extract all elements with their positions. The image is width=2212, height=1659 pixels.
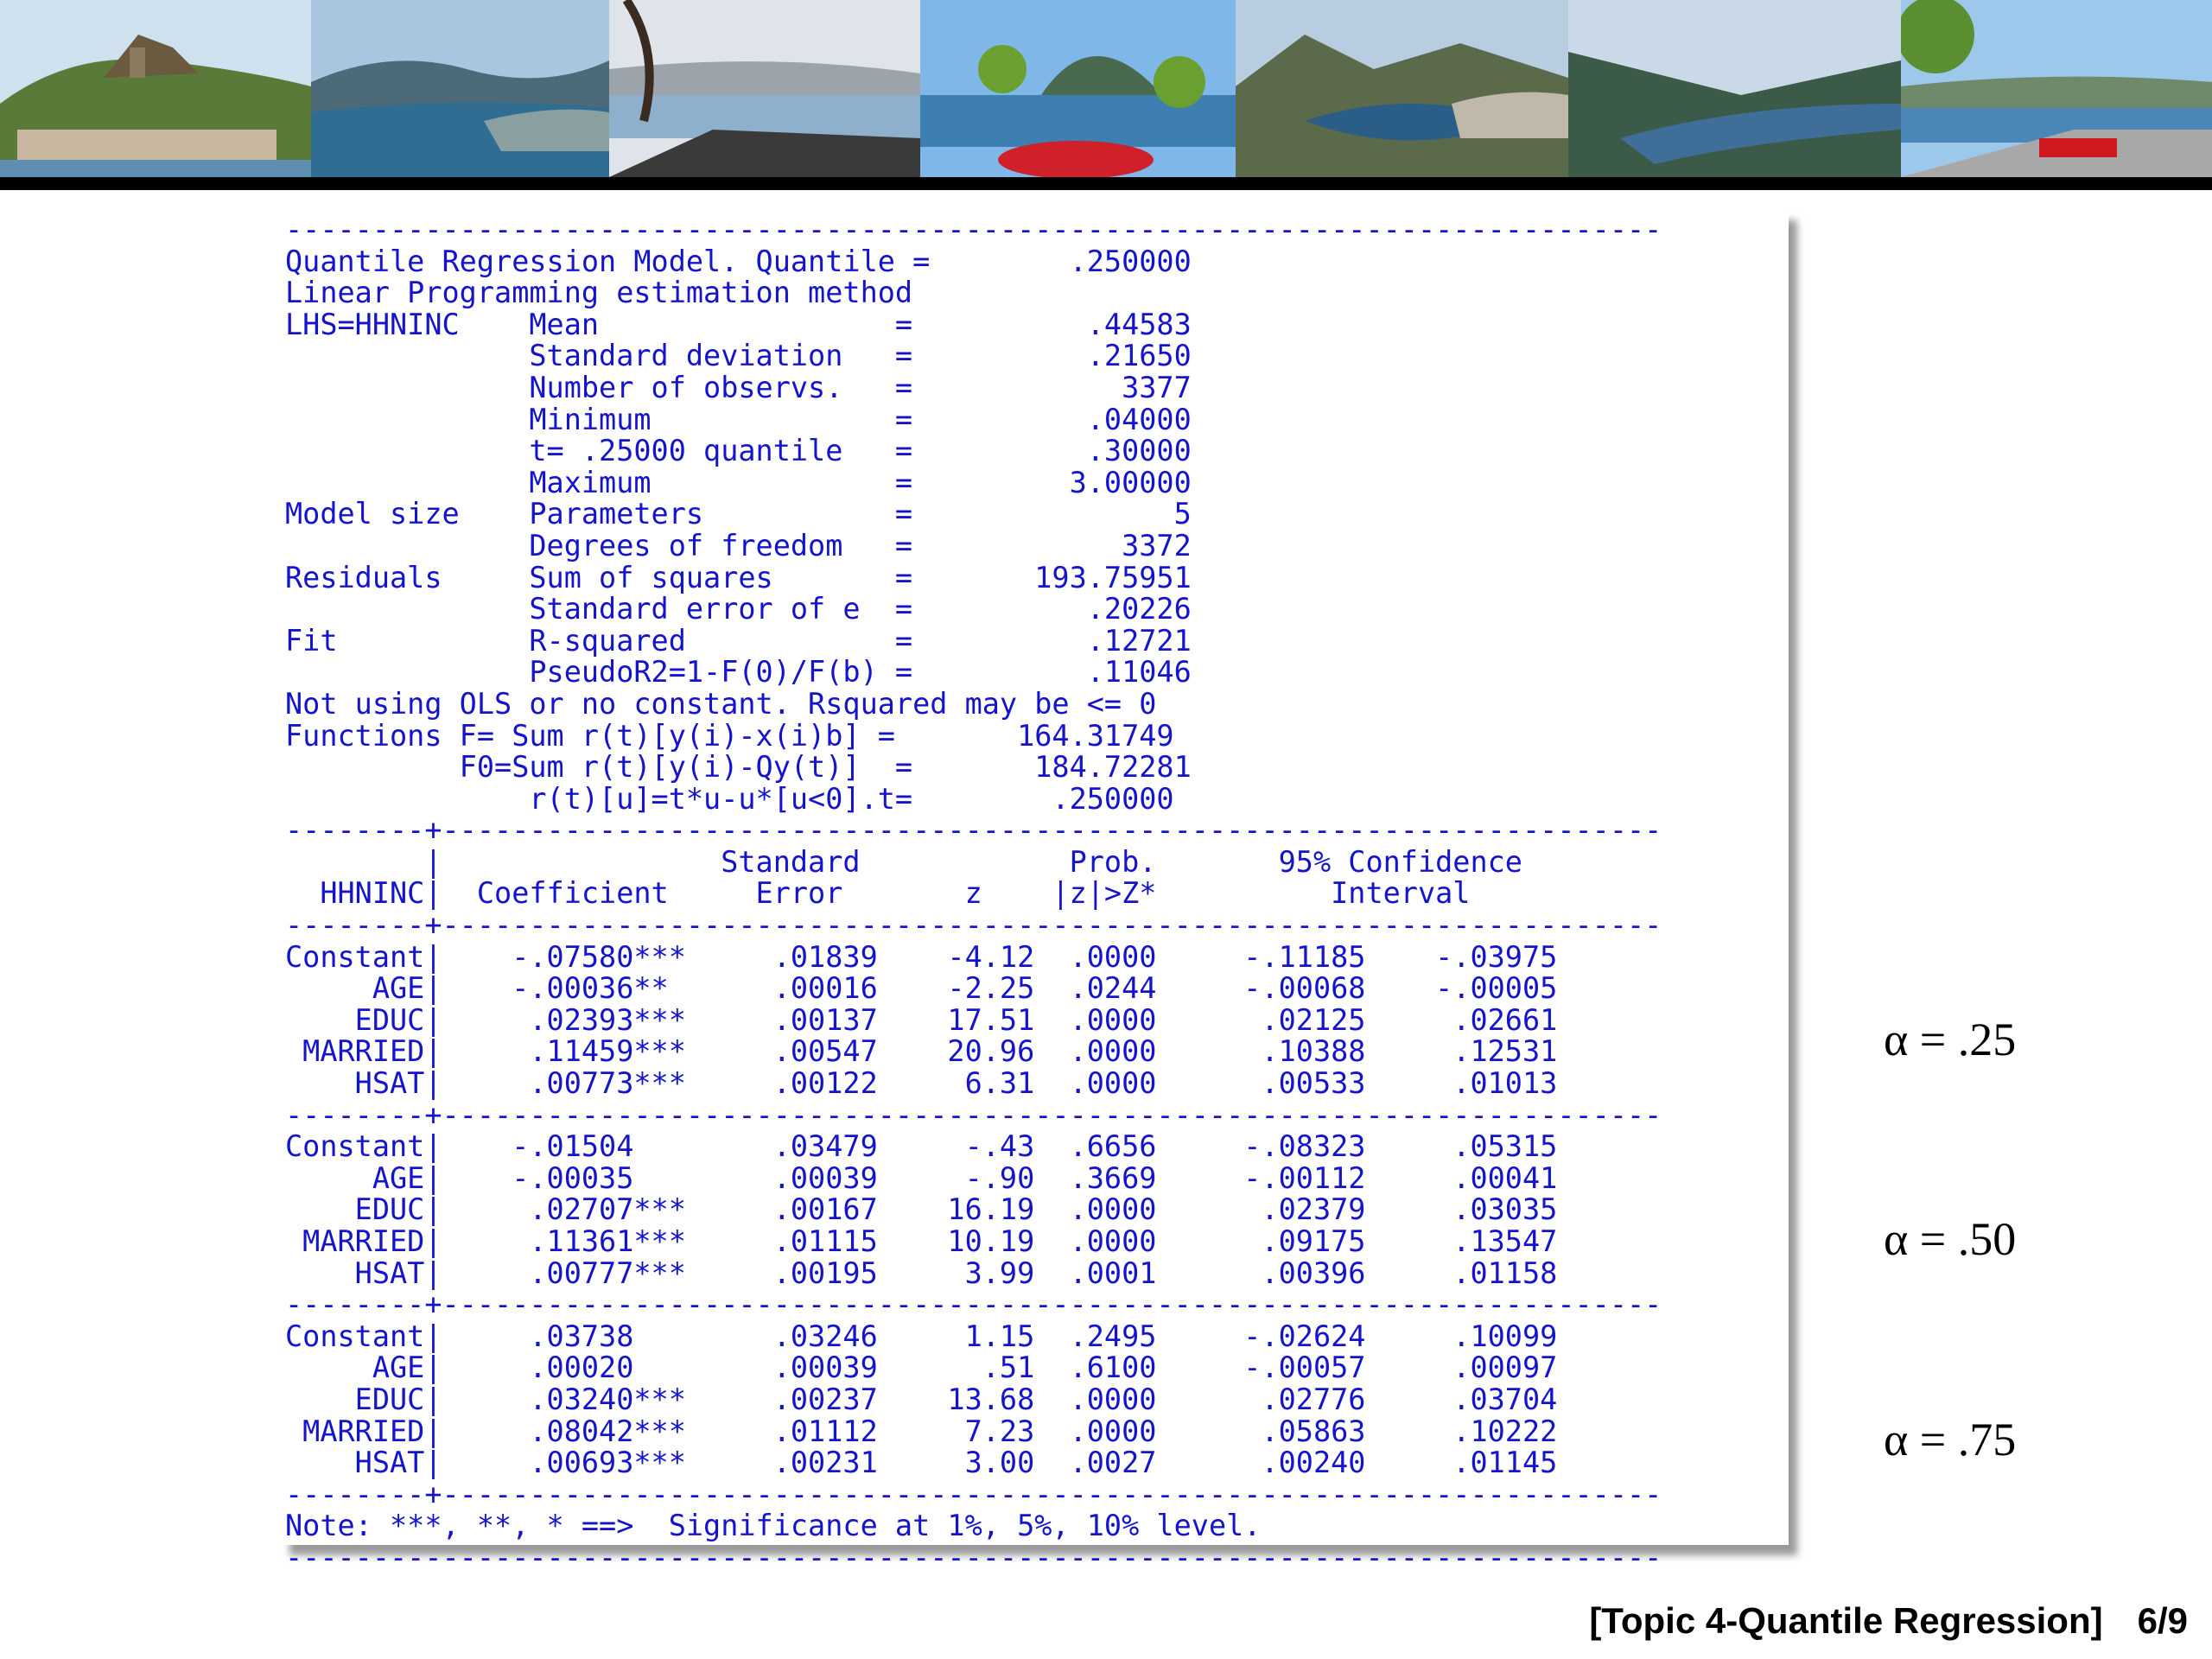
alpha-label-050: α = .50 (1884, 1213, 2017, 1265)
console-line: Constant| .03738 .03246 1.15 .2495 -.02624 .10099 (285, 1319, 1558, 1353)
console-line: Maximum = 3.00000 (285, 465, 1192, 499)
banner-photo-lake-valley (1568, 0, 1901, 177)
console-line: r(t)[u]=t*u-u*[u<0].t= .250000 (285, 781, 1174, 816)
banner-photo-lake-bay (311, 0, 609, 177)
footer-page-number: 6/9 (2137, 1600, 2188, 1641)
footer-topic: [Topic 4-Quantile Regression] (1589, 1600, 2103, 1641)
console-line: MARRIED| .11361*** .01115 10.19 .0000 .09175 .13547 (285, 1224, 1558, 1258)
console-line: --------+---------------------------------------------------------------------- (285, 908, 1662, 943)
console-line: MARRIED| .08042*** .01112 7.23 .0000 .05863 .10222 (285, 1414, 1558, 1448)
console-line: EDUC| .02393*** .00137 17.51 .0000 .02125 .02661 (285, 1002, 1558, 1037)
console-line: F0=Sum r(t)[y(i)-Qy(t)] = 184.72281 (285, 750, 1192, 785)
console-line: HHNINC| Coefficient Error z |z|>Z* Interval (285, 876, 1471, 911)
console-line: t= .25000 quantile = .30000 (285, 434, 1192, 468)
banner-photo-mountain-lake (1236, 0, 1568, 177)
console-line: PseudoR2=1-F(0)/F(b) = .11046 (285, 655, 1192, 690)
console-line: HSAT| .00693*** .00231 3.00 .0027 .00240 .01145 (285, 1446, 1558, 1480)
slide-footer (1589, 1600, 2188, 1642)
console-line: Standard error of e = .20226 (285, 592, 1192, 626)
console-line: AGE| -.00035 .00039 -.90 .3669 -.00112 .00041 (285, 1160, 1558, 1195)
console-line: | Standard Prob. 95% Confidence (285, 844, 1522, 879)
console-line: Model size Parameters = 5 (285, 497, 1192, 531)
console-line: ------------------------------------------------------------------------------- (285, 213, 1662, 246)
console-line: LHS=HHNINC Mean = .44583 (285, 307, 1192, 341)
console-line: Functions F= Sum r(t)[y(i)-x(i)b] = 164.31749 (285, 718, 1174, 753)
regression-output-text (285, 214, 1662, 1574)
console-line: Constant| -.01504 .03479 -.43 .6656 -.08323 .05315 (285, 1129, 1558, 1164)
console-line: EDUC| .02707*** .00167 16.19 .0000 .02379 .03035 (285, 1192, 1558, 1227)
console-line: Note: ***, **, * ==> Significance at 1%, 5%, 10% level. (285, 1509, 1262, 1543)
console-line: Linear Programming estimation method (285, 276, 913, 310)
console-line: MARRIED| .11459*** .00547 20.96 .0000 .10388 .12531 (285, 1034, 1558, 1069)
banner (0, 0, 2212, 177)
console-line: --------+---------------------------------------------------------------------- (285, 1287, 1662, 1322)
console-line: Quantile Regression Model. Quantile = .250000 (285, 244, 1192, 278)
console-line: AGE| .00020 .00039 .51 .6100 -.00057 .00097 (285, 1351, 1558, 1385)
console-line: Number of observs. = 3377 (285, 370, 1192, 404)
console-line: Not using OLS or no constant. Rsquared may be <= 0 (285, 686, 1157, 721)
console-line: HSAT| .00777*** .00195 3.99 .0001 .00396 .01158 (285, 1255, 1558, 1290)
console-line: --------+---------------------------------------------------------------------- (285, 1097, 1662, 1132)
alpha-label-075: α = .75 (1884, 1414, 2017, 1465)
banner-photo-promenade (609, 0, 920, 177)
console-line: Degrees of freedom = 3372 (285, 528, 1192, 563)
console-line: Fit R-squared = .12721 (285, 623, 1192, 658)
console-line: Residuals Sum of squares = 193.75951 (285, 560, 1192, 594)
console-line: Standard deviation = .21650 (285, 339, 1192, 373)
console-line: --------+---------------------------------------------------------------------- (285, 1477, 1662, 1511)
console-line: --------+---------------------------------------------------------------------- (285, 813, 1662, 848)
regression-output-panel (281, 210, 1789, 1574)
banner-divider-bar (0, 177, 2212, 190)
banner-photo-garden-lake (920, 0, 1236, 177)
alpha-label-025: α = .25 (1884, 1014, 2017, 1065)
console-line: ------------------------------------------------------------------------------- (285, 1540, 1662, 1574)
console-line: Minimum = .04000 (285, 402, 1192, 436)
banner-photo-hill-village (0, 0, 311, 177)
console-line: EDUC| .03240*** .00237 13.68 .0000 .02776 .03704 (285, 1382, 1558, 1416)
console-line: HSAT| .00773*** .00122 6.31 .0000 .00533 .01013 (285, 1066, 1558, 1101)
console-line: Constant| -.07580*** .01839 -4.12 .0000 -.11185 -.03975 (285, 939, 1558, 974)
banner-photo-lakeside-bench (1901, 0, 2212, 177)
console-line: AGE| -.00036** .00016 -2.25 .0244 -.00068 -.00005 (285, 971, 1558, 1006)
